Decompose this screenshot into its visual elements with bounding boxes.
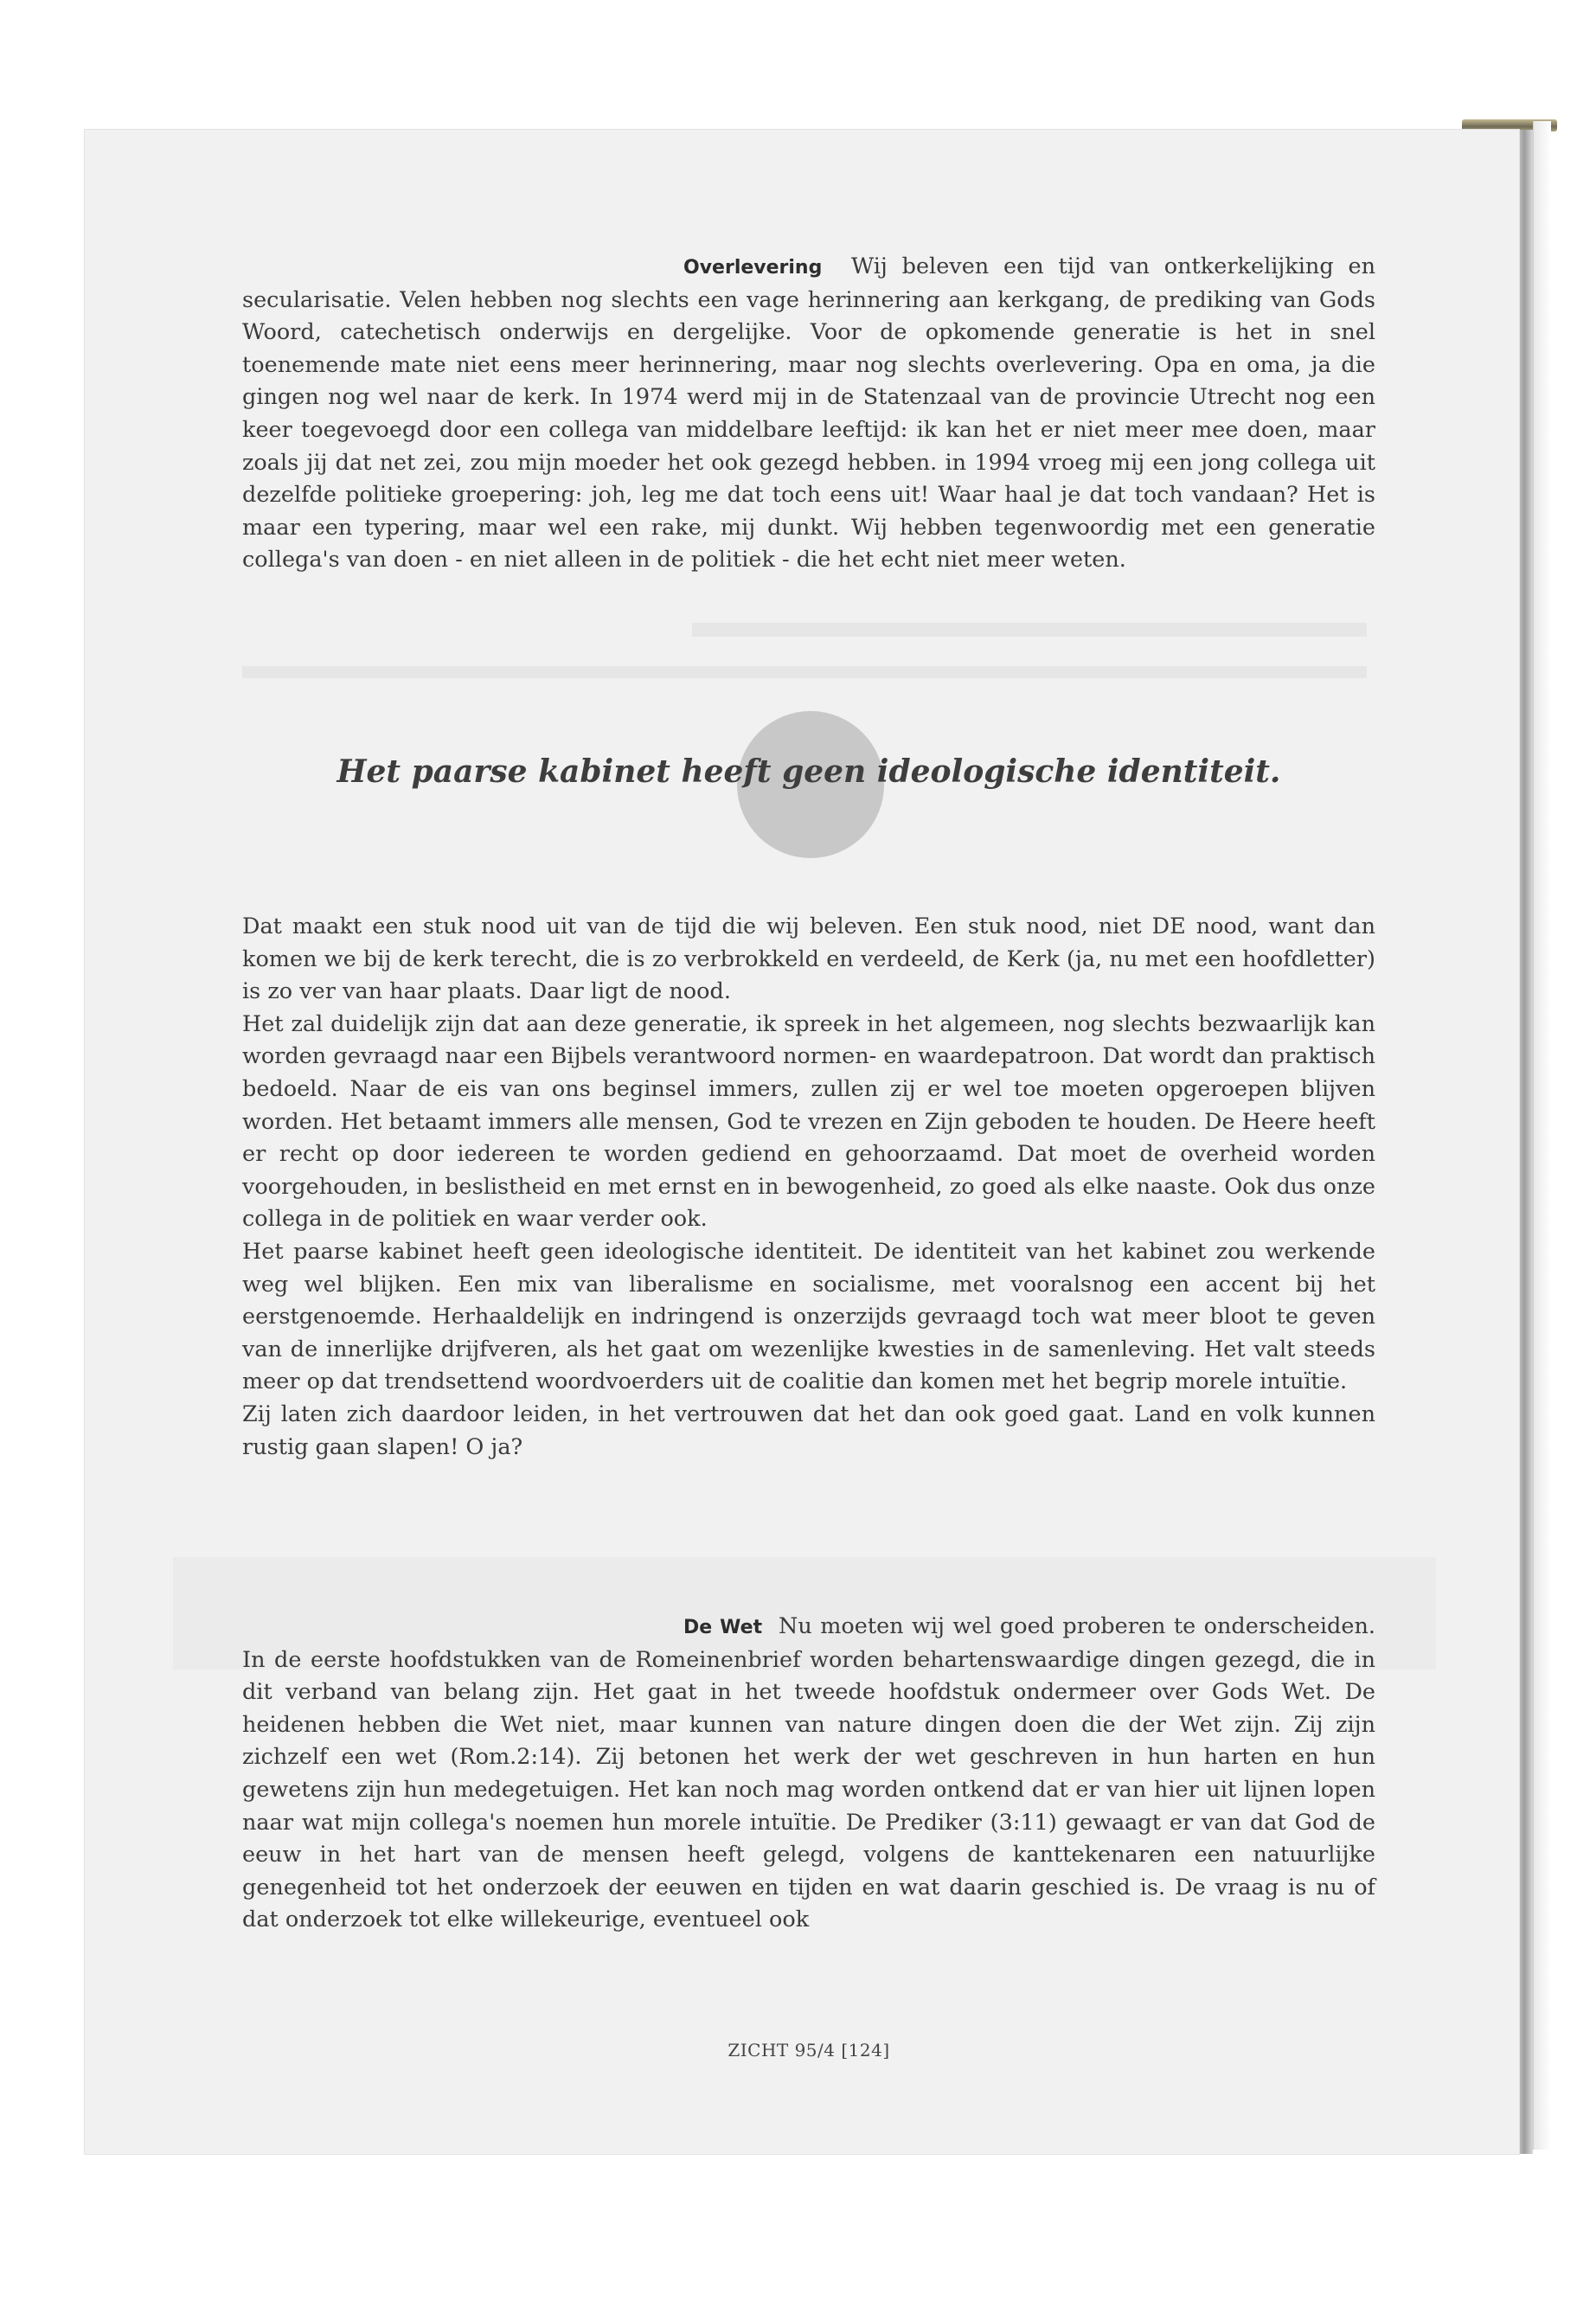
section-text-de-wet: Nu moeten wij wel goed proberen te onderscheiden. In de eerste hoofdstukken van de Romeinenbrief worden behartenswaardige dingen gezegd, die in dit verband van belang zijn. Het gaat in het tweede hoofdstuk ondermeer over Gods Wet. De heidenen hebben die Wet niet, maar kunnen van nature dingen doen die der Wet zijn. Zij zijn zichzelf een wet (Rom.2:14). Zij betonen het werk der wet geschreven in hun harten en hun gewetens zijn hun medegetuigen. Het kan noch mag worden ontkend dat er van hier uit lijnen lopen naar wat mijn collega's noemen hun morele intuïtie. De Prediker (3:11) gewaagt er van dat God de eeuw in het hart van de mensen heeft gelegd, volgens de kanttekenaren een natuurlijke genegenheid tot het onderzoek der eeuwen en tijden en wat daarin geschied is. De vraag is nu of dat onderzoek tot elke willekeurige, eventueel ook bbox=[242, 1613, 1376, 1933]
body-paragraph: Het zal duidelijk zijn dat aan deze generatie, ik spreek in het algemeen, nog slechts bezwaarlijk kan worden gevraagd naar een Bijbels verantwoord normen- en waardepatroon. Dat wordt dan praktisch bedoeld. Naar de eis van ons beginsel immers, zullen zij er wel toe moeten opgeroepen blijven worden. Het betaamt immers alle mensen, God te vrezen en Zijn geboden te houden. De Heere heeft er recht op door iedereen te worden gediend en gehoorzaamd. Dat moet de overheid worden voorgehouden, in beslistheid en met ernst en in bewogenheid, zo goed als elke naaste. Ook dus onze collega in de politiek en waar verder ook. bbox=[242, 1010, 1375, 1233]
body-paragraph: Zij laten zich daardoor leiden, in het vertrouwen dat het dan ook goed gaat. Land en volk kunnen rustig gaan slapen! O ja? bbox=[242, 1400, 1375, 1460]
next-page-edge bbox=[1533, 121, 1551, 2150]
body-paragraph: Het paarse kabinet heeft geen ideologische identiteit. De identiteit van het kabinet zou werkende weg wel blijken. Een mix van liberalisme en socialisme, met vooralsnog een accent bij het eerstgenoemde. Herhaaldelijk en indringend is onzerzijds gevraagd toch wat meer bloot te geven van de innerlijke drijfveren, als het gaat om wezenlijke kwesties in de samenleving. Het valt steeds meer op dat trendsettend woordvoerders uit de coalitie dan komen met het begrip morele intuïtie. bbox=[242, 1238, 1375, 1395]
body-text bbox=[242, 911, 1375, 1464]
section-de-wet bbox=[242, 1611, 1375, 1937]
body-paragraph: Dat maakt een stuk nood uit van de tijd die wij beleven. Een stuk nood, niet DE nood, want dan komen we bij de kerk terecht, die is zo verbrokkeld en verdeeld, de Kerk (ja, nu met een hoofdletter) is zo ver van haar plaats. Daar ligt de nood. bbox=[242, 913, 1375, 1005]
pullquote: Het paarse kabinet heeft geen ideologische identiteit. bbox=[337, 753, 1281, 790]
page-footer: ZICHT 95/4 [124] bbox=[727, 2040, 890, 2061]
show-through bbox=[692, 623, 1367, 637]
section-overlevering bbox=[242, 251, 1375, 577]
page-edge-shadow bbox=[1519, 130, 1533, 2154]
show-through bbox=[242, 666, 1367, 678]
section-lead-de-wet: De Wet bbox=[683, 1617, 763, 1638]
section-lead-overlevering: Overlevering bbox=[683, 257, 823, 279]
section-text-overlevering: Wij beleven een tijd van ontkerkelijking en secularisatie. Velen hebben nog slechts een vage herinnering aan kerkgang, de prediking van Gods Woord, catechetisch onderwijs en dergelijke. Voor de opkomende generatie is het in snel toenemende mate niet eens meer herinnering, maar nog slechts overlevering. Opa en oma, ja die gingen nog wel naar de kerk. In 1974 werd mij in de Statenzaal van de provincie Utrecht nog een keer toegevoegd door een collega van middelbare leeftijd: ik kan het er niet meer mee doen, maar zoals jij dat net zei, zou mijn moeder het ook gezegd hebben. in 1994 vroeg mij een jong collega uit dezelfde politieke groepering: joh, leg me dat toch eens uit! Waar haal je dat toch vandaan? Het is maar een typering, maar wel een rake, mij dunkt. Wij hebben tegenwoordig met een generatie collega's van doen - en niet alleen in de politiek - die het echt niet meer weten. bbox=[242, 253, 1375, 574]
